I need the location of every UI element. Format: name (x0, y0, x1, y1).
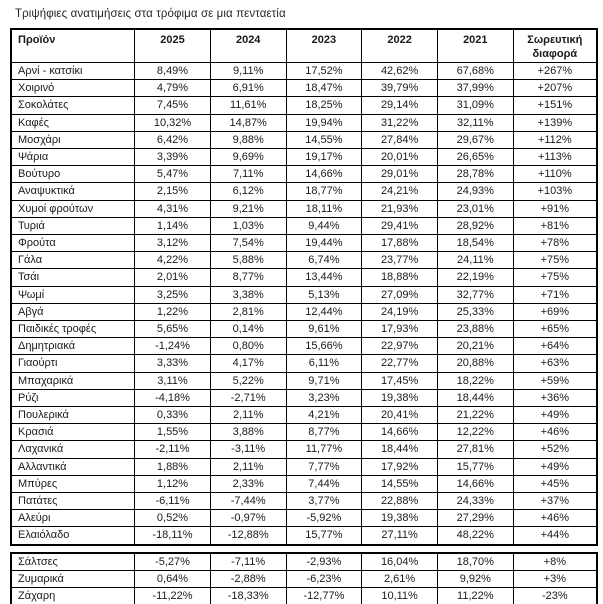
table-row (11, 407, 597, 424)
value-cell: 5,22% (210, 372, 286, 389)
value-cell: 9,92% (437, 570, 513, 587)
value-cell: 7,11% (210, 166, 286, 183)
product-cell: Πατάτες (11, 493, 135, 510)
table-row (11, 510, 597, 527)
product-cell: Καφές (11, 114, 135, 131)
value-cell: 27,29% (437, 510, 513, 527)
cumulative-cell: +44% (513, 527, 597, 545)
product-cell: Ψωμί (11, 286, 135, 303)
value-cell: 5,47% (135, 166, 211, 183)
table-row (11, 269, 597, 286)
product-cell: Σάλτσες (11, 553, 135, 571)
column-header-2021: 2021 (437, 29, 513, 63)
value-cell: 9,69% (210, 149, 286, 166)
table-row-bottom-section (11, 588, 597, 604)
value-cell: 11,77% (286, 441, 362, 458)
value-cell: -6,23% (286, 570, 362, 587)
value-cell: -3,11% (210, 441, 286, 458)
product-cell: Παιδικές τροφές (11, 321, 135, 338)
product-cell: Ζυμαρικά (11, 570, 135, 587)
cumulative-cell: +207% (513, 80, 597, 97)
value-cell: 9,44% (286, 217, 362, 234)
cumulative-cell: +49% (513, 407, 597, 424)
value-cell: 8,49% (135, 63, 211, 80)
value-cell: 18,22% (437, 372, 513, 389)
table-header (11, 29, 597, 63)
cumulative-cell: +151% (513, 97, 597, 114)
value-cell: -7,11% (210, 553, 286, 571)
header-row (11, 29, 597, 63)
value-cell: 22,19% (437, 269, 513, 286)
product-cell: Μπύρες (11, 475, 135, 492)
value-cell: 1,14% (135, 217, 211, 234)
value-cell: 42,62% (362, 63, 438, 80)
value-cell: 19,38% (362, 510, 438, 527)
inflation-table (10, 28, 598, 546)
table-row (11, 286, 597, 303)
table-row (11, 252, 597, 269)
value-cell: 9,88% (210, 131, 286, 148)
table-row (11, 321, 597, 338)
cumulative-cell: +110% (513, 166, 597, 183)
table-row (11, 355, 597, 372)
cumulative-cell: +112% (513, 131, 597, 148)
value-cell: 3,33% (135, 355, 211, 372)
value-cell: 0,80% (210, 338, 286, 355)
value-cell: 12,22% (437, 424, 513, 441)
product-cell: Βούτυρο (11, 166, 135, 183)
value-cell: 10,32% (135, 114, 211, 131)
cumulative-cell: +75% (513, 269, 597, 286)
value-cell: 8,77% (286, 424, 362, 441)
product-cell: Αλλαντικά (11, 458, 135, 475)
table-row (11, 389, 597, 406)
value-cell: 6,74% (286, 252, 362, 269)
value-cell: 2,81% (210, 303, 286, 320)
value-cell: -5,92% (286, 510, 362, 527)
product-cell: Λαχανικά (11, 441, 135, 458)
value-cell: 29,41% (362, 217, 438, 234)
product-cell: Ρύζι (11, 389, 135, 406)
value-cell: 21,22% (437, 407, 513, 424)
table-row (11, 458, 597, 475)
value-cell: 23,77% (362, 252, 438, 269)
product-cell: Μπαχαρικά (11, 372, 135, 389)
value-cell: -2,88% (210, 570, 286, 587)
value-cell: 32,77% (437, 286, 513, 303)
value-cell: 1,55% (135, 424, 211, 441)
value-cell: 19,94% (286, 114, 362, 131)
value-cell: 9,21% (210, 200, 286, 217)
value-cell: 4,79% (135, 80, 211, 97)
value-cell: 67,68% (437, 63, 513, 80)
cumulative-cell: +49% (513, 458, 597, 475)
product-cell: Ψάρια (11, 149, 135, 166)
value-cell: 4,17% (210, 355, 286, 372)
value-cell: 15,77% (437, 458, 513, 475)
value-cell: 2,11% (210, 407, 286, 424)
value-cell: 18,70% (437, 553, 513, 571)
value-cell: 16,04% (362, 553, 438, 571)
column-header-2023: 2023 (286, 29, 362, 63)
table-row (11, 114, 597, 131)
cumulative-cell: +46% (513, 424, 597, 441)
value-cell: 48,22% (437, 527, 513, 545)
value-cell: 22,77% (362, 355, 438, 372)
table-row (11, 217, 597, 234)
value-cell: 3,88% (210, 424, 286, 441)
table-row (11, 97, 597, 114)
value-cell: 23,01% (437, 200, 513, 217)
product-cell: Αλεύρι (11, 510, 135, 527)
value-cell: 1,88% (135, 458, 211, 475)
value-cell: 21,93% (362, 200, 438, 217)
cumulative-cell: +64% (513, 338, 597, 355)
table-row (11, 424, 597, 441)
table-row (11, 235, 597, 252)
value-cell: -6,11% (135, 493, 211, 510)
value-cell: 28,78% (437, 166, 513, 183)
value-cell: 15,66% (286, 338, 362, 355)
value-cell: 15,77% (286, 527, 362, 545)
value-cell: 7,54% (210, 235, 286, 252)
value-cell: 6,11% (286, 355, 362, 372)
value-cell: -2,71% (210, 389, 286, 406)
cumulative-cell: +65% (513, 321, 597, 338)
value-cell: 24,19% (362, 303, 438, 320)
value-cell: -0,97% (210, 510, 286, 527)
value-cell: 14,66% (286, 166, 362, 183)
value-cell: 24,11% (437, 252, 513, 269)
cumulative-cell: +46% (513, 510, 597, 527)
value-cell: 1,03% (210, 217, 286, 234)
table-row (11, 80, 597, 97)
cumulative-cell: +75% (513, 252, 597, 269)
value-cell: 9,11% (210, 63, 286, 80)
cumulative-cell: -23% (513, 588, 597, 604)
value-cell: 4,31% (135, 200, 211, 217)
value-cell: 0,52% (135, 510, 211, 527)
value-cell: 20,21% (437, 338, 513, 355)
value-cell: 3,39% (135, 149, 211, 166)
value-cell: -1,24% (135, 338, 211, 355)
value-cell: 2,15% (135, 183, 211, 200)
cumulative-cell: +59% (513, 372, 597, 389)
value-cell: 18,25% (286, 97, 362, 114)
value-cell: 31,09% (437, 97, 513, 114)
cumulative-cell: +81% (513, 217, 597, 234)
column-header-product: Προϊόν (11, 29, 135, 63)
value-cell: 29,14% (362, 97, 438, 114)
value-cell: 29,67% (437, 131, 513, 148)
table-row (11, 149, 597, 166)
table-row (11, 475, 597, 492)
value-cell: 2,01% (135, 269, 211, 286)
value-cell: 17,45% (362, 372, 438, 389)
value-cell: -12,88% (210, 527, 286, 545)
value-cell: 1,12% (135, 475, 211, 492)
cumulative-cell: +71% (513, 286, 597, 303)
value-cell: 3,12% (135, 235, 211, 252)
value-cell: 9,61% (286, 321, 362, 338)
product-cell: Κρασιά (11, 424, 135, 441)
value-cell: 7,77% (286, 458, 362, 475)
table-row (11, 200, 597, 217)
product-cell: Αναψυκτικά (11, 183, 135, 200)
value-cell: 13,44% (286, 269, 362, 286)
value-cell: 26,65% (437, 149, 513, 166)
value-cell: 3,23% (286, 389, 362, 406)
value-cell: 23,88% (437, 321, 513, 338)
value-cell: -2,93% (286, 553, 362, 571)
table-row (11, 183, 597, 200)
value-cell: 19,38% (362, 389, 438, 406)
product-cell: Μοσχάρι (11, 131, 135, 148)
value-cell: -18,33% (210, 588, 286, 604)
value-cell: 2,33% (210, 475, 286, 492)
table-row (11, 303, 597, 320)
value-cell: 3,38% (210, 286, 286, 303)
value-cell: 27,11% (362, 527, 438, 545)
value-cell: 17,88% (362, 235, 438, 252)
value-cell: 0,64% (135, 570, 211, 587)
value-cell: -12,77% (286, 588, 362, 604)
value-cell: 3,11% (135, 372, 211, 389)
value-cell: 14,66% (362, 424, 438, 441)
product-cell: Γάλα (11, 252, 135, 269)
value-cell: 4,22% (135, 252, 211, 269)
value-cell: 2,11% (210, 458, 286, 475)
value-cell: 27,09% (362, 286, 438, 303)
product-cell: Χυμοί φρούτων (11, 200, 135, 217)
value-cell: 18,44% (437, 389, 513, 406)
value-cell: 1,22% (135, 303, 211, 320)
value-cell: 6,91% (210, 80, 286, 97)
cumulative-cell: +37% (513, 493, 597, 510)
cumulative-cell: +91% (513, 200, 597, 217)
value-cell: 28,92% (437, 217, 513, 234)
value-cell: 14,55% (286, 131, 362, 148)
product-cell: Αβγά (11, 303, 135, 320)
value-cell: 24,93% (437, 183, 513, 200)
value-cell: 6,12% (210, 183, 286, 200)
table-row-bottom-section (11, 553, 597, 571)
value-cell: -2,11% (135, 441, 211, 458)
table-row (11, 493, 597, 510)
page-title: Τριψήφιες ανατιμήσεις στα τρόφιμα σε μια πενταετία (15, 8, 286, 20)
value-cell: 8,77% (210, 269, 286, 286)
value-cell: 17,93% (362, 321, 438, 338)
column-header-2022: 2022 (362, 29, 438, 63)
product-cell: Φρούτα (11, 235, 135, 252)
value-cell: 17,52% (286, 63, 362, 80)
value-cell: 3,25% (135, 286, 211, 303)
value-cell: 37,99% (437, 80, 513, 97)
value-cell: 4,21% (286, 407, 362, 424)
cumulative-cell: +113% (513, 149, 597, 166)
column-header-2024: 2024 (210, 29, 286, 63)
value-cell: 14,87% (210, 114, 286, 131)
product-cell: Δημητριακά (11, 338, 135, 355)
value-cell: 18,47% (286, 80, 362, 97)
cumulative-cell: +139% (513, 114, 597, 131)
value-cell: 22,88% (362, 493, 438, 510)
product-cell: Αρνί - κατσίκι (11, 63, 135, 80)
cumulative-cell: +45% (513, 475, 597, 492)
value-cell: 19,17% (286, 149, 362, 166)
value-cell: 5,65% (135, 321, 211, 338)
value-cell: 20,88% (437, 355, 513, 372)
cumulative-cell: +78% (513, 235, 597, 252)
value-cell: 10,11% (362, 588, 438, 604)
value-cell: 27,84% (362, 131, 438, 148)
table-row (11, 338, 597, 355)
value-cell: 2,61% (362, 570, 438, 587)
value-cell: 14,55% (362, 475, 438, 492)
value-cell: 18,88% (362, 269, 438, 286)
value-cell: 39,79% (362, 80, 438, 97)
cumulative-cell: +8% (513, 553, 597, 571)
value-cell: -4,18% (135, 389, 211, 406)
cumulative-cell: +63% (513, 355, 597, 372)
product-cell: Σοκολάτες (11, 97, 135, 114)
value-cell: 19,44% (286, 235, 362, 252)
value-cell: -5,27% (135, 553, 211, 571)
cumulative-cell: +3% (513, 570, 597, 587)
cumulative-cell: +103% (513, 183, 597, 200)
value-cell: 9,71% (286, 372, 362, 389)
value-cell: 17,92% (362, 458, 438, 475)
value-cell: 18,11% (286, 200, 362, 217)
product-cell: Γιαούρτι (11, 355, 135, 372)
table-row (11, 63, 597, 80)
value-cell: 22,97% (362, 338, 438, 355)
product-cell: Πουλερικά (11, 407, 135, 424)
value-cell: 11,61% (210, 97, 286, 114)
inflation-table-bottom-section (10, 552, 598, 604)
product-cell: Τυριά (11, 217, 135, 234)
value-cell: -11,22% (135, 588, 211, 604)
value-cell: 12,44% (286, 303, 362, 320)
value-cell: 18,54% (437, 235, 513, 252)
value-cell: -7,44% (210, 493, 286, 510)
value-cell: 27,81% (437, 441, 513, 458)
table-row (11, 527, 597, 545)
value-cell: 25,33% (437, 303, 513, 320)
column-header-2025: 2025 (135, 29, 211, 63)
value-cell: 31,22% (362, 114, 438, 131)
value-cell: 18,44% (362, 441, 438, 458)
product-cell: Ζάχαρη (11, 588, 135, 604)
cumulative-cell: +36% (513, 389, 597, 406)
value-cell: 3,77% (286, 493, 362, 510)
value-cell: -18,11% (135, 527, 211, 545)
value-cell: 24,21% (362, 183, 438, 200)
product-cell: Ελαιόλαδο (11, 527, 135, 545)
value-cell: 7,45% (135, 97, 211, 114)
value-cell: 5,88% (210, 252, 286, 269)
value-cell: 20,01% (362, 149, 438, 166)
value-cell: 20,41% (362, 407, 438, 424)
value-cell: 6,42% (135, 131, 211, 148)
value-cell: 0,14% (210, 321, 286, 338)
value-cell: 24,33% (437, 493, 513, 510)
value-cell: 5,13% (286, 286, 362, 303)
table-row (11, 372, 597, 389)
value-cell: 0,33% (135, 407, 211, 424)
cumulative-cell: +267% (513, 63, 597, 80)
table-row (11, 166, 597, 183)
value-cell: 18,77% (286, 183, 362, 200)
value-cell: 29,01% (362, 166, 438, 183)
value-cell: 14,66% (437, 475, 513, 492)
product-cell: Τσάι (11, 269, 135, 286)
value-cell: 32,11% (437, 114, 513, 131)
cumulative-cell: +69% (513, 303, 597, 320)
table-row (11, 131, 597, 148)
table-row-bottom-section (11, 570, 597, 587)
cumulative-cell: +52% (513, 441, 597, 458)
value-cell: 7,44% (286, 475, 362, 492)
product-cell: Χοιρινό (11, 80, 135, 97)
column-header-cumulative-difference: Σωρευτική διαφορά (513, 29, 597, 63)
value-cell: 11,22% (437, 588, 513, 604)
table-row (11, 441, 597, 458)
